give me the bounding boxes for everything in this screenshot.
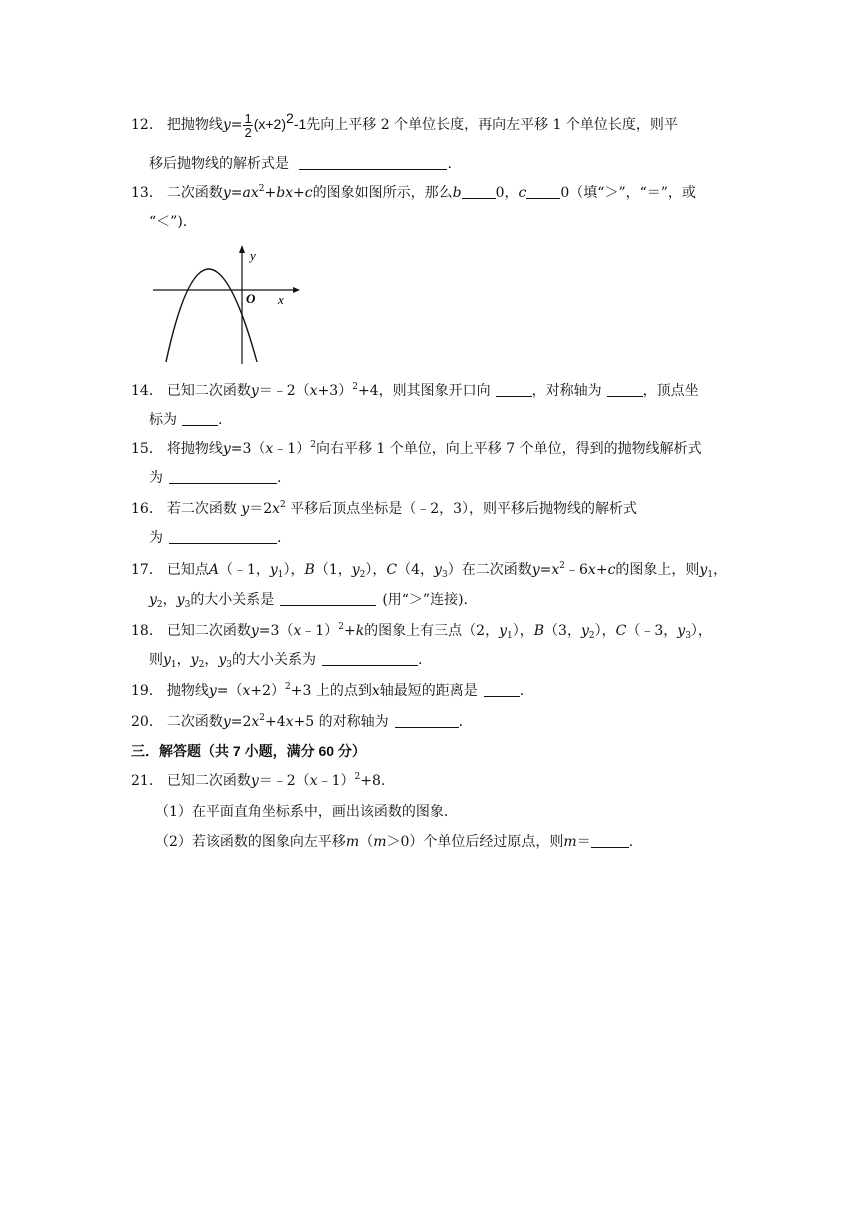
- formula: ﹣1）: [317, 773, 355, 789]
- exponent: 2: [352, 382, 358, 392]
- comma: ，: [162, 592, 177, 608]
- section-heading: 三．解答题（共 7 小题，满分 60 分）: [131, 743, 366, 759]
- var-x: x: [293, 623, 302, 639]
- var-m: m: [345, 834, 360, 850]
- question-17-line-1: [131, 561, 727, 579]
- exponent: 2: [258, 184, 265, 194]
- question-18-line-2: [149, 651, 422, 669]
- point-a: A: [208, 562, 219, 578]
- var-b: b: [452, 185, 462, 201]
- question-text: ），: [512, 623, 534, 639]
- var-x: x: [551, 562, 560, 578]
- var-k: k: [355, 623, 365, 639]
- question-text: （﹣1，: [218, 562, 270, 578]
- period: .: [519, 683, 525, 699]
- question-text: +3 上的点到: [290, 683, 372, 699]
- var-y: y: [163, 652, 171, 668]
- formula: ＝﹣2（: [258, 383, 310, 399]
- question-text: 将抛物线: [166, 441, 223, 457]
- question-number: 14．: [131, 383, 163, 399]
- question-text: 二次函数: [166, 185, 223, 201]
- var-x: x: [285, 714, 294, 730]
- question-text: ），: [594, 623, 616, 639]
- question-text: （2）若该函数的图象向左平移: [155, 834, 346, 850]
- var-y: y: [580, 623, 589, 639]
- question-text: 抛物线: [166, 683, 209, 699]
- question-text: ），: [283, 562, 305, 578]
- formula: +: [343, 623, 356, 639]
- x-label: x: [278, 292, 284, 307]
- question-number: 15．: [131, 441, 163, 457]
- formula: ＝﹣2（: [258, 773, 310, 789]
- question-text: （﹣3，: [626, 623, 678, 639]
- x-axis-arrow: [293, 287, 300, 293]
- formula: +8.: [360, 773, 386, 789]
- question-text: 已知二次函数: [166, 623, 251, 639]
- question-number: 12．: [131, 117, 163, 133]
- subscript: 1: [707, 570, 714, 580]
- formula: ﹣1）: [301, 623, 339, 639]
- question-text: 已知点: [166, 562, 209, 578]
- question-number: 16．: [131, 501, 163, 517]
- question-text: ＝: [576, 834, 591, 850]
- point-c: C: [615, 623, 627, 639]
- exponent: 2: [559, 561, 565, 571]
- question-15-line-2: [149, 469, 281, 487]
- var-y: y: [531, 562, 540, 578]
- var-y: y: [222, 441, 231, 457]
- var-c: c: [518, 185, 527, 201]
- question-text: (用“＞”连接).: [382, 592, 469, 608]
- question-17-line-2: [149, 591, 468, 609]
- var-x: x: [371, 683, 380, 699]
- formula: +4: [265, 714, 286, 730]
- formula: ﹣6: [565, 562, 588, 578]
- period: .: [277, 530, 282, 546]
- formula: +bx+c: [264, 185, 313, 201]
- answer-blank[interactable]: [591, 835, 629, 848]
- question-text: 移后抛物线的解析式是: [149, 156, 289, 172]
- question-number: 13．: [131, 185, 163, 201]
- question-19-line: [131, 682, 524, 700]
- var-y: y: [499, 623, 508, 639]
- period: .: [417, 652, 423, 668]
- exponent: 2: [338, 622, 344, 632]
- answer-blank[interactable]: [280, 593, 376, 606]
- question-14-line-2: [149, 411, 222, 429]
- question-15-line-1: [131, 440, 702, 458]
- question-text: +4，则其图象开口向: [357, 383, 491, 399]
- var-x: x: [309, 383, 318, 399]
- exponent: 2: [286, 110, 294, 126]
- question-text: 二次函数: [166, 714, 223, 730]
- comma: ，: [176, 652, 191, 668]
- question-12-line-2: [149, 155, 452, 173]
- formula: +3）: [317, 383, 353, 399]
- parabola-curve: [166, 269, 257, 362]
- subscript: 3: [184, 600, 191, 610]
- point-b: B: [533, 623, 545, 639]
- answer-blank-c[interactable]: [526, 186, 560, 199]
- question-number: 21．: [131, 773, 163, 789]
- question-text: 则: [149, 652, 163, 668]
- question-16-line-2: [149, 529, 281, 547]
- exponent: 2: [259, 713, 266, 723]
- question-text: （: [359, 834, 374, 850]
- question-21-part-1: （1）在平面直角坐标系中，画出该函数的图象.: [155, 804, 449, 820]
- var-y: y: [699, 562, 708, 578]
- question-13-line-1: [131, 184, 696, 202]
- comma: ，: [713, 562, 728, 578]
- formula: ﹣1）: [273, 441, 311, 457]
- answer-blank[interactable]: [322, 653, 418, 666]
- subscript: 2: [359, 570, 366, 580]
- question-text: +5 的对称轴为: [293, 714, 389, 730]
- period: .: [447, 156, 452, 172]
- question-number: 19．: [131, 683, 163, 699]
- equals: =: [230, 117, 243, 133]
- var-y: y: [677, 623, 686, 639]
- question-text: 的图象上，则: [615, 562, 700, 578]
- var-y: y: [149, 592, 157, 608]
- question-text: “＜”).: [149, 214, 188, 230]
- question-text: ），: [690, 623, 712, 639]
- question-text: 平移后顶点坐标是（﹣2，3），则平移后抛物线的解析式: [290, 501, 638, 517]
- var-y: y: [269, 562, 278, 578]
- answer-blank-axis[interactable]: [607, 384, 643, 397]
- formula: ＝2: [249, 501, 273, 517]
- question-number: 17．: [131, 562, 163, 578]
- question-text: （4，: [397, 562, 435, 578]
- question-text: 0，: [495, 185, 519, 201]
- question-text: 为: [149, 470, 163, 486]
- question-16-line-1: [131, 500, 637, 518]
- question-text: 的大小关系为: [231, 652, 316, 668]
- exponent: 2: [310, 440, 316, 450]
- answer-blank[interactable]: [169, 471, 277, 484]
- formula: =ax: [230, 185, 259, 201]
- answer-blank-b[interactable]: [462, 186, 496, 199]
- question-14-line-1: [131, 382, 699, 400]
- question-text: 0（填“＞”，“＝”，或: [560, 185, 696, 201]
- exponent: 2: [285, 682, 291, 692]
- var-x: x: [242, 683, 251, 699]
- question-21-part-2: [155, 833, 633, 851]
- period: .: [277, 470, 282, 486]
- var-y: y: [250, 773, 259, 789]
- period: .: [458, 714, 464, 730]
- var-x: x: [251, 714, 260, 730]
- question-number: 18．: [131, 623, 163, 639]
- subscript: 2: [198, 660, 205, 670]
- var-y: y: [434, 562, 442, 578]
- question-text: 的图象上有三点（2，: [364, 623, 500, 639]
- y-label: y: [250, 248, 256, 263]
- var-y: y: [222, 714, 231, 730]
- question-21-line-1: [131, 772, 385, 790]
- subscript: 3: [441, 570, 448, 580]
- var-m: m: [563, 834, 577, 850]
- expression-tail: -1: [293, 116, 307, 132]
- formula: +: [595, 562, 608, 578]
- answer-blank[interactable]: [169, 531, 277, 544]
- var-c: c: [607, 562, 616, 578]
- subscript: 2: [156, 600, 163, 610]
- exponent: 2: [354, 772, 361, 782]
- question-text: 为: [149, 530, 163, 546]
- fraction: $\frac{1}{2}$: [244, 110, 252, 140]
- subscript: 3: [226, 660, 232, 670]
- subscript: 1: [277, 570, 284, 580]
- formula: =3（: [230, 441, 266, 457]
- parabola-graph: [150, 244, 310, 366]
- var-x: x: [272, 501, 281, 517]
- question-18-line-1: [131, 622, 712, 640]
- answer-blank[interactable]: [395, 715, 459, 728]
- question-text: 轴最短的距离是: [379, 683, 478, 699]
- var-y: y: [250, 383, 259, 399]
- question-text: 先向上平移 2 个单位长度，再向左平移 1 个单位长度，则平: [306, 117, 678, 133]
- var-x: x: [309, 773, 318, 789]
- question-text: 的图象如图所示，那么: [312, 185, 453, 201]
- var-y: y: [241, 501, 250, 517]
- var-y: y: [208, 683, 217, 699]
- question-text: ＞0）个单位后经过原点，则: [386, 834, 564, 850]
- formula: =（: [216, 683, 243, 699]
- question-text: 把抛物线: [166, 117, 223, 133]
- answer-blank-vertex[interactable]: [182, 413, 218, 426]
- var-y: y: [351, 562, 360, 578]
- answer-blank[interactable]: [484, 684, 520, 697]
- formula: +2）: [250, 683, 286, 699]
- formula: =2: [230, 714, 252, 730]
- formula: =3（: [258, 623, 294, 639]
- answer-blank[interactable]: [299, 157, 447, 170]
- question-number: 20．: [131, 714, 163, 730]
- period: .: [628, 834, 634, 850]
- var-y: y: [218, 652, 227, 668]
- question-text: ），: [365, 562, 387, 578]
- var-m: m: [373, 834, 387, 850]
- exponent: 2: [280, 500, 286, 510]
- question-text: 标为: [149, 412, 177, 428]
- y-axis-arrow: [239, 245, 245, 253]
- point-b: B: [304, 562, 315, 578]
- question-13-line-2: [149, 213, 187, 231]
- question-text: 若二次函数: [166, 501, 237, 517]
- expression: (x+2): [253, 116, 287, 132]
- question-12-line-1: [131, 111, 678, 139]
- var-y: y: [176, 592, 185, 608]
- question-text: 已知二次函数: [166, 773, 251, 789]
- var-x: x: [587, 562, 596, 578]
- question-text: 已知二次函数: [166, 383, 251, 399]
- question-text: （3，: [544, 623, 581, 639]
- var-y: y: [222, 117, 231, 133]
- question-20-line: [131, 713, 463, 731]
- var-x: x: [265, 441, 274, 457]
- subscript: 3: [685, 631, 691, 641]
- question-text: ，对称轴为: [531, 383, 602, 399]
- question-text: 向右平移 1 个单位，向上平移 7 个单位，得到的抛物线解析式: [315, 441, 702, 457]
- subscript: 1: [170, 660, 177, 670]
- question-text: （1，: [314, 562, 352, 578]
- formula: =: [539, 562, 552, 578]
- var-y: y: [190, 652, 199, 668]
- var-y: y: [222, 185, 231, 201]
- subscript: 2: [588, 631, 595, 641]
- question-text: ）在二次函数: [447, 562, 532, 578]
- subscript: 1: [507, 631, 513, 641]
- comma: ，: [204, 652, 219, 668]
- question-text: ，顶点坐: [642, 383, 699, 399]
- answer-blank-opening[interactable]: [496, 384, 532, 397]
- origin-label: O: [246, 291, 256, 306]
- point-c: C: [386, 562, 398, 578]
- period: .: [218, 412, 223, 428]
- var-y: y: [250, 623, 259, 639]
- question-text: 的大小关系是: [190, 592, 275, 608]
